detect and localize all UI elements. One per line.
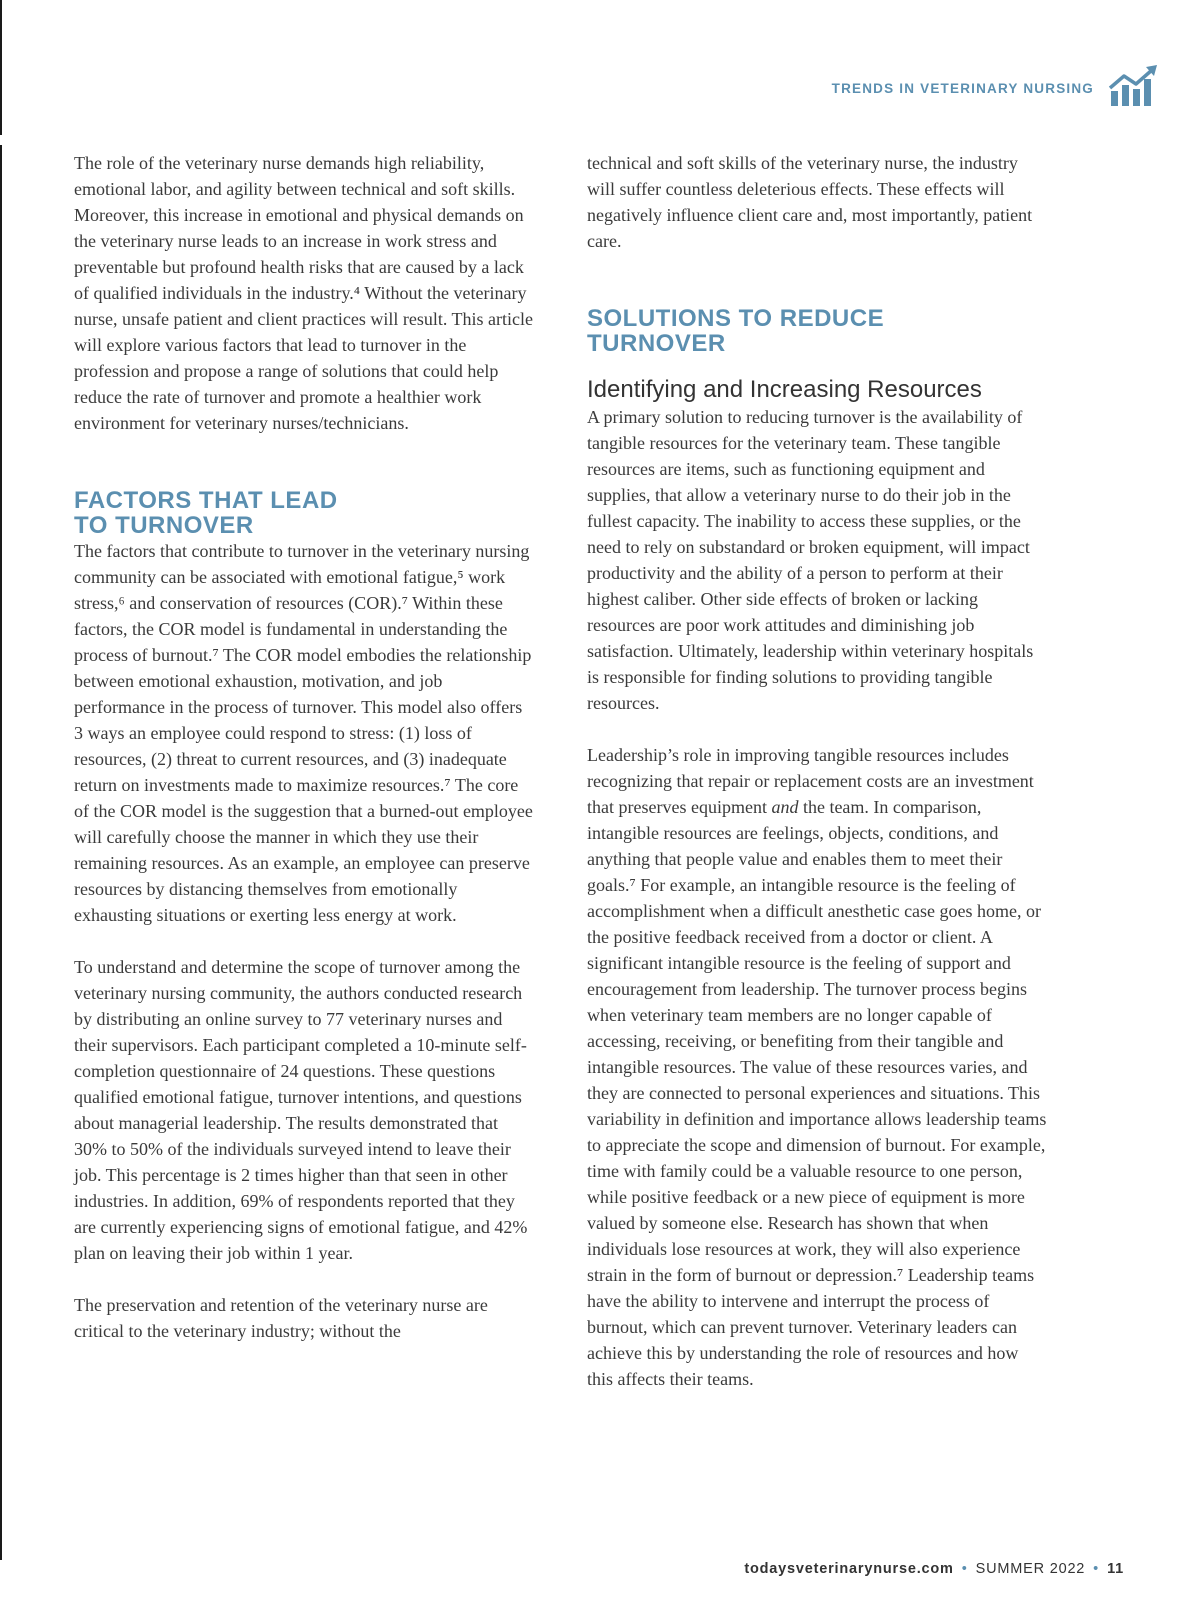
factors-heading-line2: TO TURNOVER [74,512,254,539]
header-title: TRENDS IN VETERINARY NURSING [831,81,1094,96]
footer-separator: • [1093,1561,1100,1577]
page-footer [744,1561,1124,1577]
page-edge-rule [0,145,2,1560]
footer-site: todaysveterinarynurse.com [744,1561,954,1577]
footer-issue: SUMMER 2022 [975,1561,1086,1577]
factors-paragraph-2: To understand and determine the scope of turnover among the veterinary nursing community, the authors conducted research by distributing an online survey to 77 veterinary nurses and their supervisors. Each participant completed a 10-minute self-completion questionnaire of 24 questions. These questions qualified emotional fatigue, turnover intentions, and questions about managerial leadership. The results demonstrated that 30% to 50% of the individuals surveyed intend to leave their job. This percentage is 2 times higher than that seen in other industries. In addition, 69% of respondents reported that they are currently experiencing signs of emotional fatigue, and 42% plan on leaving their job within 1 year. [74,957,528,1263]
resources-subheading: Identifying and Increasing Resources [587,376,982,403]
solutions-p2-part-a: Leadership’s role in improving tangible resources includes recognizing that repair or replacement costs are an investment that preserves equipment [587,745,1034,817]
page-edge-top [0,0,2,135]
running-header [832,64,1160,113]
solutions-heading-line2: TURNOVER [587,330,726,357]
solutions-heading-line1: SOLUTIONS TO REDUCE [587,305,885,332]
factors-heading [74,488,534,538]
solutions-paragraph-2 [587,742,1047,1392]
left-column [74,150,534,1344]
factors-heading-line1: FACTORS THAT LEAD [74,487,338,514]
continuation-paragraph: technical and soft skills of the veterinary nurse, the industry will suffer countless deleterious effects. These effects will negatively influence client care and, most importantly, patient care. [587,153,1033,251]
footer-separator: • [961,1561,968,1577]
right-column [587,150,1047,1392]
solutions-p2-emphasis: and [771,797,799,817]
intro-paragraph: The role of the veterinary nurse demands high reliability, emotional labor, and agility between technical and soft skills. Moreover, this increase in emotional and physical demands on the veterinary nurse leads to an increase in work stress and preventable but profound health risks that are caused by a lack of qualified individuals in the industry.⁴ Without the veterinary nurse, unsafe patient and client practices will result. This article will explore various factors that lead to turnover in the profession and propose a range of solutions that could help reduce the rate of turnover and promote a healthier work environment for veterinary nurses/technicians. [74,153,534,433]
solutions-heading [587,306,1047,356]
factors-paragraph-3: The preservation and retention of the veterinary nurse are critical to the veterinary industry; without the [74,1295,488,1341]
solutions-paragraph-1: A primary solution to reducing turnover is the availability of tangible resources for the veterinary team. These tangible resources are items, such as functioning equipment and supplies, that allow a veterinary nurse to do their job in the fullest capacity. The inability to access these supplies, or the need to rely on substandard or broken equipment, will impact productivity and the ability of a person to perform at their highest caliber. Other side effects of broken or lacking resources are poor work attitudes and diminishing job satisfaction. Ultimately, leadership within veterinary hospitals is responsible for finding solutions to providing tangible resources. [587,407,1034,713]
factors-paragraph-1: The factors that contribute to turnover in the veterinary nursing community can be associated with emotional fatigue,⁵ work stress,⁶ and conservation of resources (COR).⁷ Within these factors, the COR model is fundamental in understanding the process of burnout.⁷ The COR model embodies the relationship between emotional exhaustion, motivation, and job performance in the process of turnover. This model also offers 3 ways an employee could respond to stress: (1) loss of resources, (2) threat to current resources, and (3) inadequate return on investments made to maximize resources.⁷ The core of the COR model is the suggestion that a burned-out employee will carefully choose the manner in which they use their remaining resources. As an example, an employee can preserve resources by distancing themselves from emotionally exhausting situations or exerting less energy at work. [74,541,533,925]
bar-chart-trend-icon [1108,64,1160,113]
footer-page-number: 11 [1107,1561,1124,1577]
solutions-p2-part-b: the team. In comparison, intangible resources are feelings, objects, conditions, and anything that people value and enables them to meet their goals.⁷ For example, an intangible resource is the feeling of accomplishment when a difficult anesthetic case goes home, or the positive feedback received from a doctor or client. A significant intangible resource is the feeling of support and encouragement from leadership. The turnover process begins when veterinary team members are no longer capable of accessing, receiving, or benefiting from their tangible and intangible resources. The value of these resources varies, and they are connected to personal experiences and situations. This variability in definition and importance allows leadership teams to appreciate the scope and dimension of burnout. For example, time with family could be a valuable resource to one person, while positive feedback or a new piece of equipment is more valued by someone else. Research has shown that when individuals lose resources at work, they will also experience strain in the form of burnout or depression.⁷ Leadership teams have the ability to intervene and interrupt the process of burnout, which can prevent turnover. Veterinary leaders can achieve this by understanding the role of resources and how this affects their teams. [587,797,1047,1389]
